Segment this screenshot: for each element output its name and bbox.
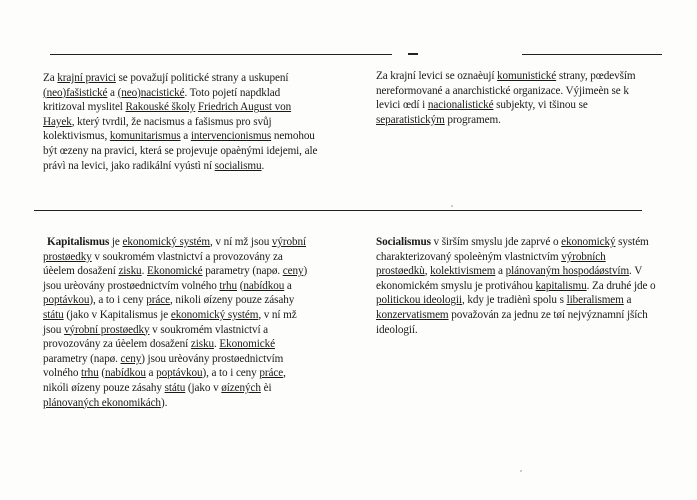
link-term[interactable]: trhu xyxy=(219,279,238,292)
text-run: a xyxy=(284,279,292,292)
link-term[interactable]: trhu xyxy=(81,367,99,380)
top-divider-left xyxy=(50,54,392,55)
middle-divider xyxy=(34,210,642,211)
paragraph-socialism xyxy=(376,235,656,337)
text-run: systém charakterizovaný spoleèným vlastnictvím xyxy=(376,236,649,263)
text-run: . Toto pojetí napdklad kritizoval myslitel xyxy=(43,86,281,114)
text-run: , kdy je tradiènì spolu s xyxy=(461,294,567,307)
link-term[interactable]: ekonomický systém xyxy=(170,308,259,321)
text-run: v soukromém vlastnictví a provozovány za úèelem dosažení xyxy=(43,250,283,278)
text-run: . xyxy=(261,159,265,172)
text-run: v širším smyslu jde zaprvé o xyxy=(430,236,562,248)
link-term[interactable]: krajní pravici xyxy=(57,72,116,84)
text-run: a xyxy=(107,86,118,99)
link-term[interactable]: ekonomický systém xyxy=(122,236,210,248)
text-run: . V ekonomickém smyslu je protiváhou xyxy=(376,265,643,292)
link-term[interactable]: komunistické xyxy=(497,70,557,82)
link-term[interactable]: výrobní prostøedky xyxy=(43,236,306,263)
text-run: Za krajní levici se oznaèují xyxy=(376,70,498,82)
link-term[interactable]: nacionalistické xyxy=(427,99,494,112)
text-run: ). xyxy=(160,396,168,409)
bold-term: Kapitalismus xyxy=(47,236,110,248)
link-term[interactable]: konzervatismem xyxy=(376,308,449,321)
link-term[interactable]: ceny xyxy=(120,352,142,365)
text-run: a xyxy=(180,130,191,143)
text-run: . xyxy=(141,265,147,278)
text-run: . xyxy=(214,338,220,351)
text-run: , xyxy=(424,265,431,278)
link-term[interactable]: liberalismem xyxy=(566,294,624,307)
link-term[interactable]: øízených xyxy=(221,381,261,394)
link-term[interactable]: ceny xyxy=(282,265,304,278)
link-term[interactable]: plánovaných ekonomikách xyxy=(43,396,161,409)
top-divider-right xyxy=(522,54,662,55)
paragraph-extreme-right xyxy=(43,71,321,173)
text-run: Za xyxy=(43,72,58,84)
scan-speck xyxy=(451,205,453,207)
text-run: nemohou být œzeny na pravici, která se projevuje opaènými idejemi, ale právì na levici, jako radikální vyústì ní xyxy=(43,130,318,172)
link-term[interactable]: poptávkou xyxy=(156,367,203,380)
link-term[interactable]: nabídkou xyxy=(105,367,146,380)
link-term[interactable]: (neo)nacistické xyxy=(117,86,185,99)
link-term[interactable]: výrobních prostøedkù xyxy=(376,250,606,278)
link-term[interactable]: Friedrich August von Hayek xyxy=(43,101,292,128)
link-term[interactable]: kapitalismu xyxy=(535,279,587,292)
link-term[interactable]: ekonomický xyxy=(561,236,616,248)
text-run: je xyxy=(109,236,123,248)
link-term[interactable]: nabídkou xyxy=(243,279,285,292)
text-run: parametry (napø. xyxy=(202,265,283,278)
text-run: ( xyxy=(98,367,105,380)
link-term[interactable]: komunitarismus xyxy=(109,130,181,143)
link-term[interactable]: (neo)fašistické xyxy=(43,86,108,99)
text-run: ), a to i ceny xyxy=(89,294,147,307)
link-term[interactable]: práce xyxy=(146,294,170,307)
link-term[interactable]: politickou ideologii xyxy=(376,294,462,307)
text-run: . Za druhé jde o xyxy=(586,279,656,292)
text-run: parametry (napø. xyxy=(43,352,121,365)
text-run: ( xyxy=(237,279,244,292)
link-term[interactable]: zisku xyxy=(190,338,214,351)
link-term[interactable]: výrobní prostøedky xyxy=(63,323,150,336)
text-run: ) jsou urèovány prostøednictvím volného xyxy=(43,352,284,380)
text-run: èi xyxy=(260,381,272,394)
link-term[interactable]: státu xyxy=(164,381,186,394)
link-term[interactable]: Rakouské školy xyxy=(125,101,196,114)
link-term[interactable]: poptávkou xyxy=(43,294,90,307)
text-run: a xyxy=(145,367,157,380)
link-term[interactable]: kolektivismem xyxy=(430,265,496,278)
bold-term: Socialismus xyxy=(376,236,431,248)
text-run: , který tvrdil, že nacismus a fašismus pro svůj kolektivismus, xyxy=(43,115,272,143)
text-run: , v ní mž jsou xyxy=(43,308,297,336)
link-term[interactable]: Ekonomické xyxy=(146,265,203,278)
text-run: ) jsou urèovány prostøednictvím volného xyxy=(43,265,308,292)
link-term[interactable]: Ekonomické xyxy=(219,338,275,351)
top-divider-mark xyxy=(408,53,418,55)
text-run: považován za jednu ze tøí nejvýznamní jších ideologií. xyxy=(376,308,648,336)
text-run: ), a to i ceny xyxy=(202,367,260,380)
text-run: subjekty, vi tšinou se xyxy=(493,99,588,112)
text-run: , nikoli øízeny pouze zásahy xyxy=(43,367,286,394)
link-term[interactable]: separatistickým xyxy=(376,113,445,126)
link-term[interactable]: socialismu xyxy=(214,159,262,172)
text-run: , nikoli øízeny pouze zásahy xyxy=(169,294,295,307)
text-run: , v ní mž jsou xyxy=(209,236,272,248)
text-run: a xyxy=(623,294,632,307)
text-run: strany, pœdevším nereformované a anarchistické organizace. Výjimeèn se k levici œdí i xyxy=(376,70,636,112)
text-run: (jako v xyxy=(185,381,222,394)
text-run: programem. xyxy=(444,113,501,126)
text-run: v soukromém vlastnictví a provozovány za úèelem dosažení xyxy=(43,323,269,351)
link-term[interactable]: státu xyxy=(43,308,64,321)
text-run: se považují politické strany a uskupení xyxy=(115,72,289,84)
text-run: a xyxy=(495,265,506,278)
text-run: (jako v Kapitalismus je xyxy=(63,308,171,321)
link-term[interactable]: intervencionismus xyxy=(190,130,272,143)
paragraph-capitalism xyxy=(43,235,312,410)
link-term[interactable]: plánovaným hospodáøstvím xyxy=(505,265,630,278)
link-term[interactable]: práce xyxy=(259,367,284,380)
paragraph-extreme-left xyxy=(376,69,644,127)
scan-speck xyxy=(520,470,522,472)
link-term[interactable]: zisku xyxy=(118,265,142,278)
